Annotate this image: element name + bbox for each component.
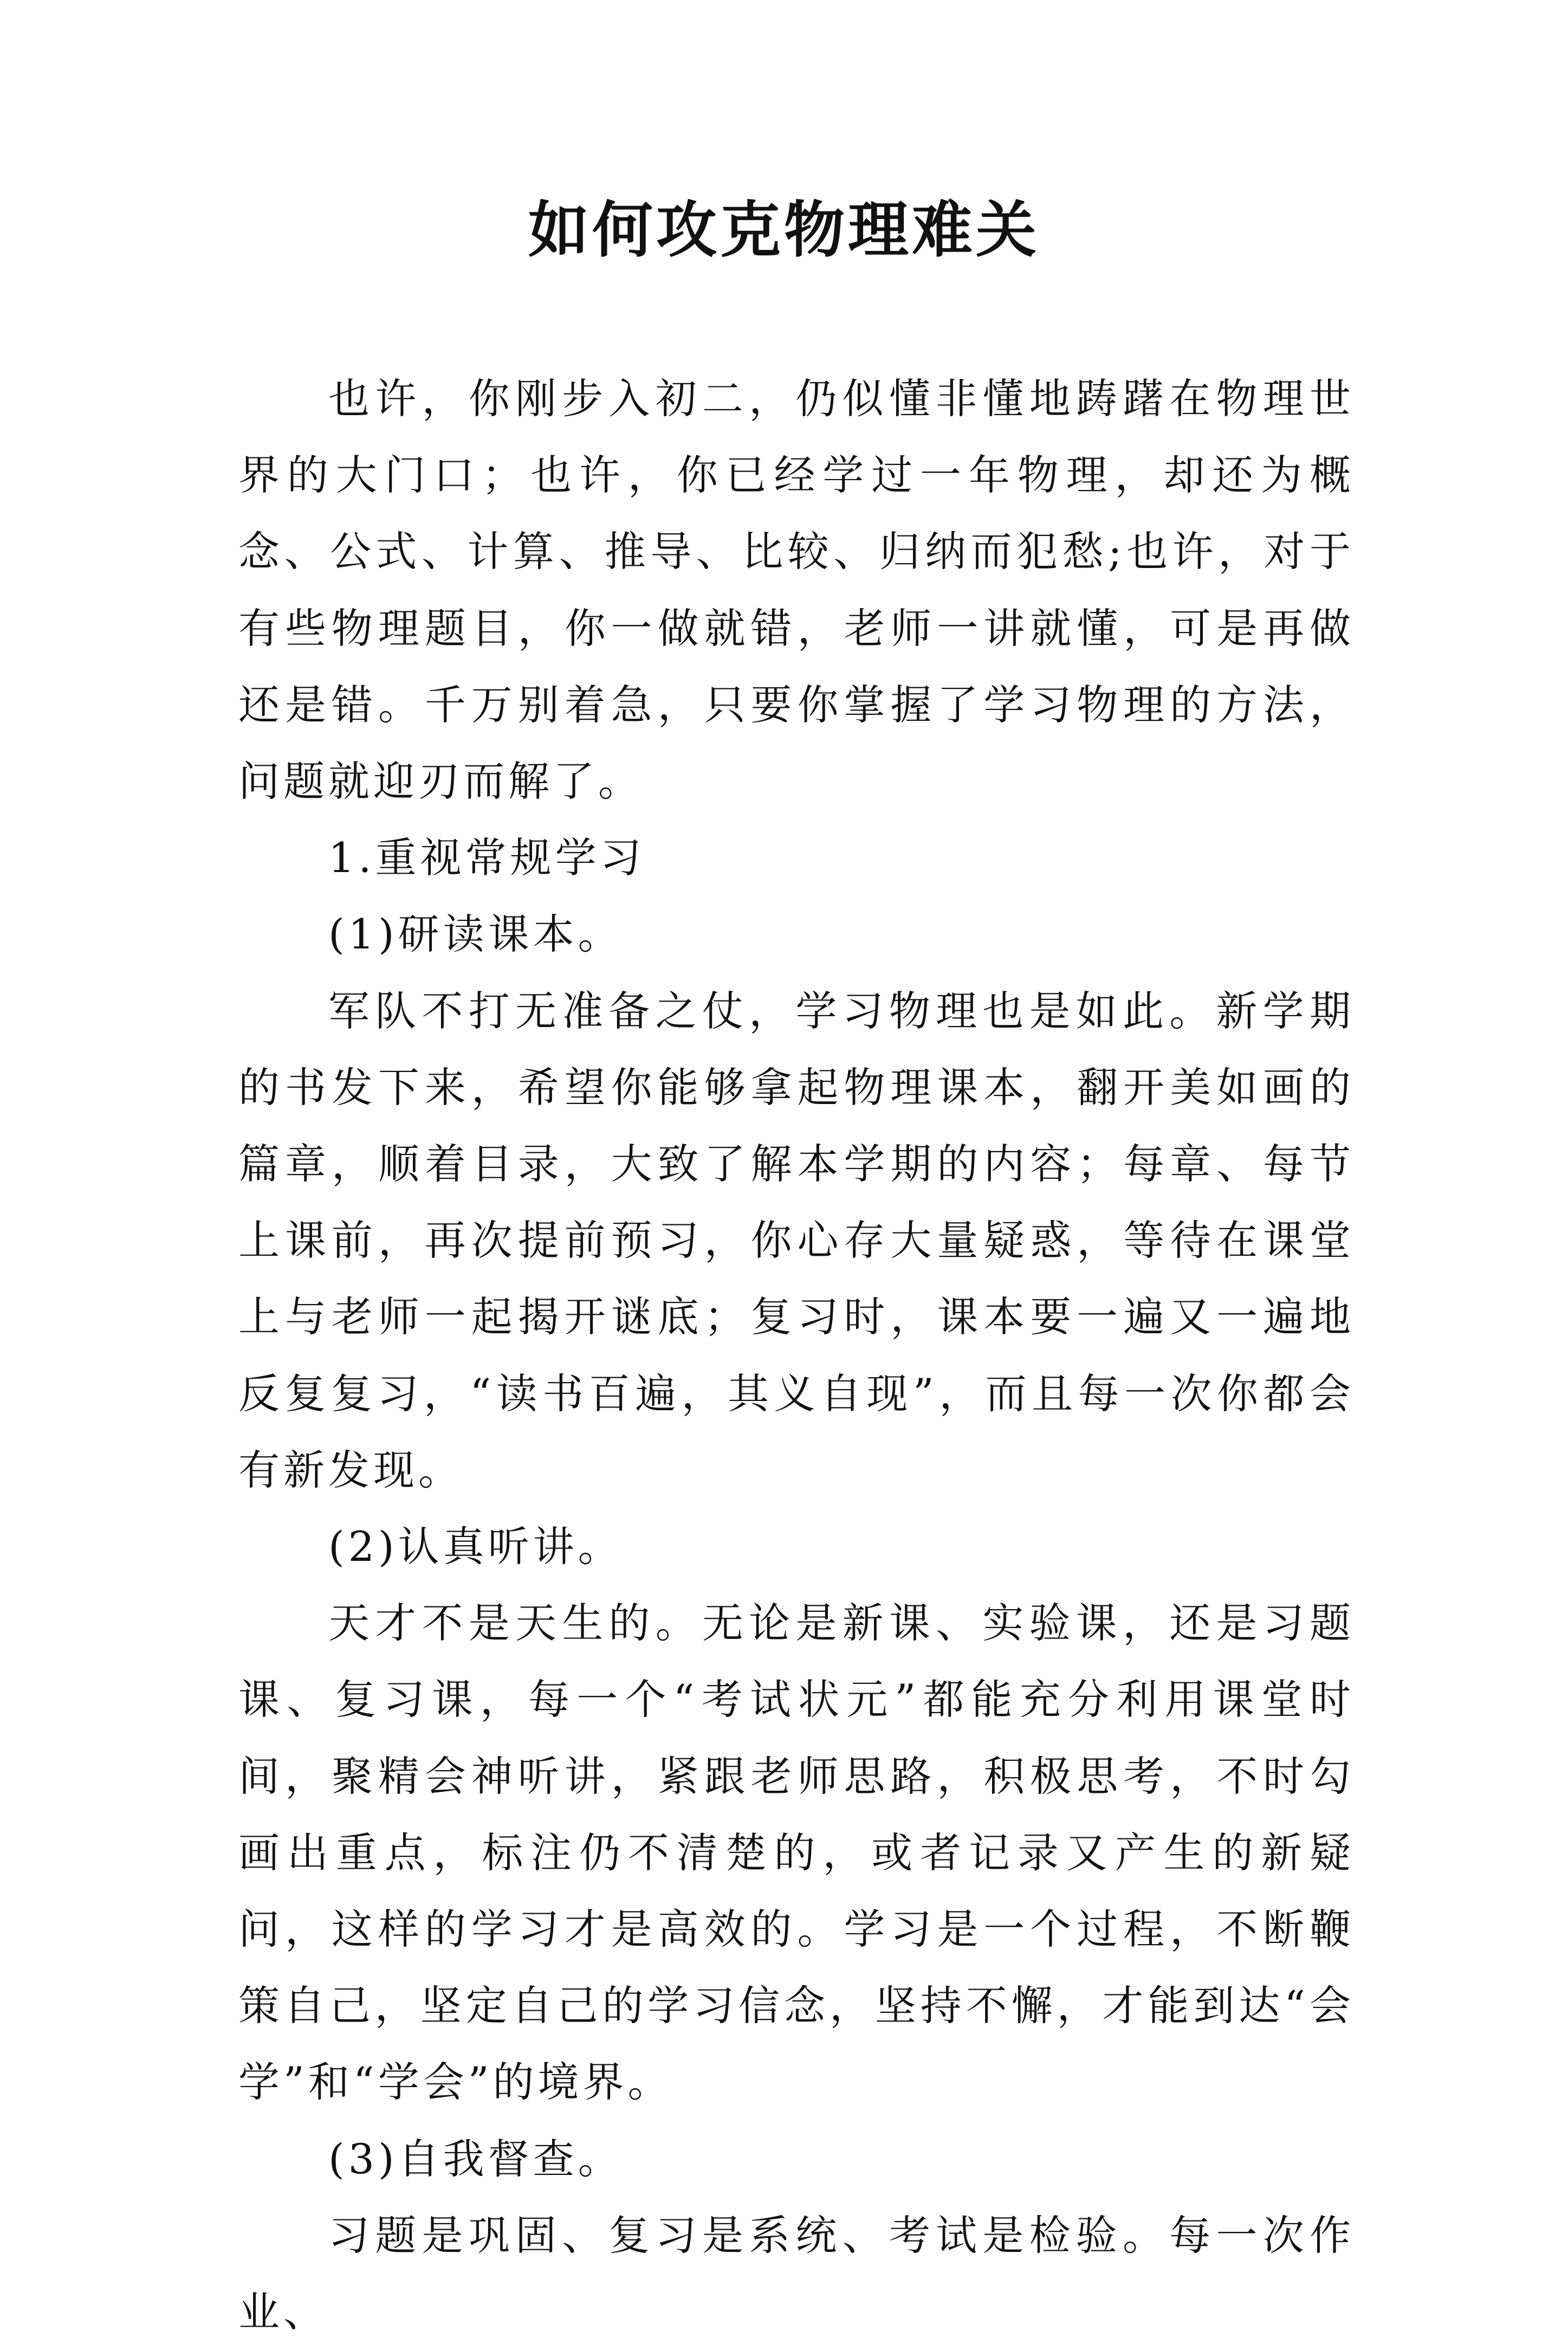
document-title: 如何攻克物理难关: [528, 195, 1040, 266]
document-body: [238, 360, 1355, 2350]
paragraph-self-check: 习题是巩固、复习是系统、考试是检验。每一次作业、: [238, 2211, 1355, 2336]
paragraph-listen: 天才不是天生的。无论是新课、实验课，还是习题课、复习课，每一个“考试状元”都能充分利用课堂时间，聚精会神听讲，紧跟老师思路，积极思考，不时勾画出重点，标注仍不清楚的，或者记录又产生的新疑问，这样的学习才是高效的。学习是一个过程，不断鞭策自己，坚定自己的学习信念，坚持不懈，才能到达“会学”和“学会”的境界。: [238, 1599, 1355, 2107]
intro-paragraph: 也许，你刚步入初二，仍似懂非懂地踌躇在物理世界的大门口；也许，你已经学过一年物理，却还为概念、公式、计算、推导、比较、归纳而犯愁;也许，对于有些物理题目，你一做就错，老师一讲就懂，可是再做还是错。千万别着急，只要你掌握了学习物理的方法，问题就迎刃而解了。: [238, 375, 1355, 806]
section-heading-1: 1.重视常规学习: [328, 834, 645, 882]
subheading-1: (1)研读课本。: [328, 910, 623, 959]
paragraph-read-textbook: 军队不打无准备之仗，学习物理也是如此。新学期的书发下来，希望你能够拿起物理课本，翻开美如画的篇章，顺着目录，大致了解本学期的内容；每章、每节上课前，再次提前预习，你心存大量疑惑，等待在课堂上与老师一起揭开谜底；复习时，课本要一遍又一遍地反复复习，“读书百遍，其义自现”，而且每一次你都会有新发现。: [238, 986, 1355, 1494]
subheading-3: (3)自我督查。: [328, 2134, 623, 2183]
subheading-2: (2)认真听讲。: [328, 1522, 623, 1571]
